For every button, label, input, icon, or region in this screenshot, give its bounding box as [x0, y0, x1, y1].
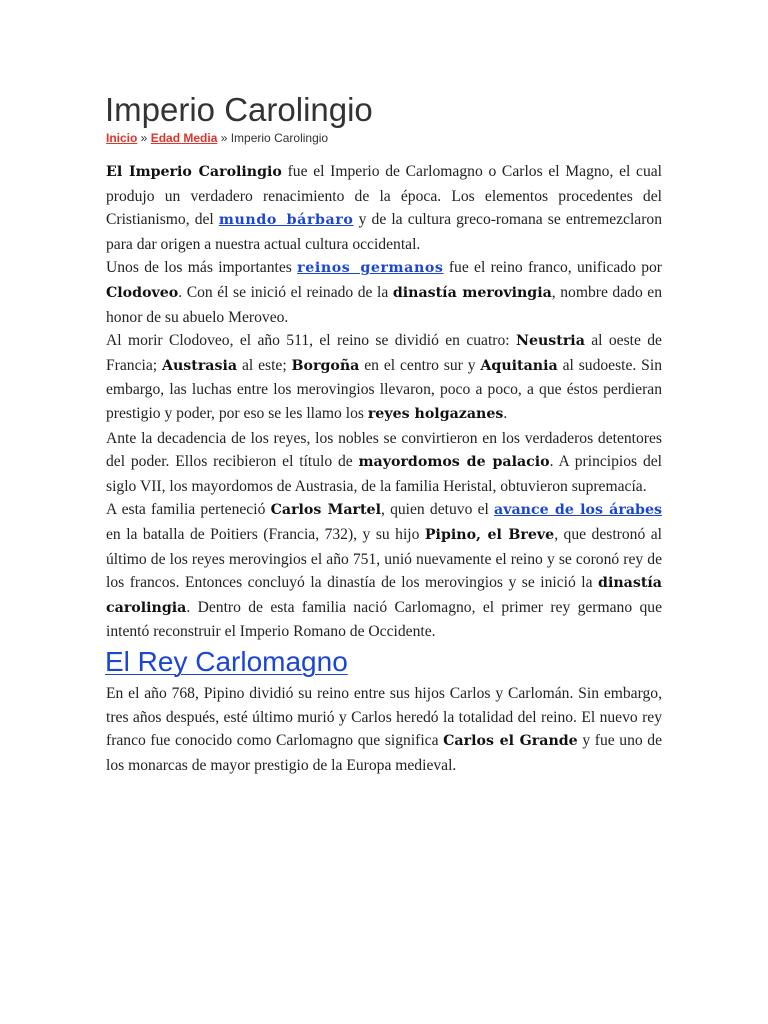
paragraph-division — [106, 329, 662, 426]
paragraph-text: . Con él se inició el reinado de la — [178, 283, 393, 301]
bold-term-neustria: Neustria — [515, 333, 585, 350]
paragraph-text: , que destronó al último de los reyes merovingios el año 751, unió nuevamente el reino y se coronó rey de los francos. Entonces concluyó la dinastía de los merovingios y se inició la — [106, 525, 662, 592]
paragraph-text: y de la cultura greco-romana se entremezclaron para dar origen a nuestra actual cultura occidental. — [106, 211, 662, 253]
breadcrumb-home-link[interactable]: Inicio — [106, 131, 138, 145]
bold-term-carlos-martel: Carlos Martel — [270, 502, 381, 519]
link-reinos-germanos[interactable]: reinos germanos — [297, 260, 444, 277]
bold-term-clodoveo: Clodoveo — [106, 284, 179, 301]
breadcrumb — [106, 129, 328, 147]
bold-term-imperio: El Imperio Carolingio — [106, 164, 282, 180]
paragraph-text: al este; — [237, 356, 292, 374]
paragraph-text: y fue uno de los monarcas de mayor prestigio de la Europa medieval. — [106, 732, 662, 774]
breadcrumb-separator: » — [137, 131, 151, 145]
bold-term-reyes-holgazanes: reyes holgazanes — [367, 405, 504, 422]
paragraph-text: En el año 768, Pipino dividió su reino entre sus hijos Carlos y Carlomán. Sin embargo, tres años después, esté último murió y Carlos heredó la totalidad del reino. El nuevo rey franco fue conocido como Carlomagno que significa — [106, 685, 662, 750]
paragraph-text: Unos de los más importantes — [106, 259, 298, 277]
paragraph-carlomagno — [106, 682, 662, 777]
paragraph-text: Al morir Clodoveo, el año 511, el reino se dividió en cuatro: — [106, 332, 516, 350]
paragraph-text: al sudoeste. Sin embargo, las luchas entre los merovingios llevaron, poco a poco, a que éstos perdieran prestigio y poder, por eso se les llamo los — [106, 356, 662, 422]
bold-term-merovingia: dinastía merovingia — [392, 284, 552, 301]
paragraph-text: . Dentro de esta familia nació Carlomagno, el primer rey germano que intentó reconstruir el Imperio Romano de Occidente. — [106, 598, 662, 641]
paragraph-intro — [106, 160, 662, 256]
paragraph-text: , nombre dado en honor de su abuelo Meroveo. — [106, 283, 663, 326]
bold-term-aquitania: Aquitania — [480, 357, 558, 374]
article-section-imperio — [106, 160, 662, 644]
page-title: Imperio Carolingio — [105, 91, 373, 128]
breadcrumb-current: Imperio Carolingio — [230, 131, 329, 145]
bold-term-borgona: Borgoña — [291, 357, 360, 374]
article-section-carlomagno — [106, 682, 662, 777]
bold-term-austrasia: Austrasia — [161, 357, 238, 374]
link-avance-arabes[interactable]: avance de los árabes — [494, 502, 662, 519]
breadcrumb-section-link[interactable]: Edad Media — [150, 131, 218, 145]
paragraph-martel — [106, 498, 662, 644]
paragraph-text: fue el Imperio de Carlomagno o Carlos el Magno, el cual produjo un verdadero renacimiento de la época. Los elementos procedentes del Cristianismo, del — [106, 163, 663, 229]
paragraph-text: Ante la decadencia de los reyes, los nobles se convirtieron en los verdaderos detentores del poder. Ellos recibieron el título de — [106, 429, 662, 471]
paragraph-text: en el centro sur y — [359, 356, 481, 374]
bold-term-mayordomos: mayordomos de palacio — [358, 454, 550, 471]
link-mundo-barbaro[interactable]: mundo bárbaro — [218, 212, 354, 229]
section-heading-carlomagno: El Rey Carlomagno — [105, 646, 348, 677]
paragraph-text: al oeste de Francia; — [106, 332, 662, 374]
paragraph-mayordomos — [106, 427, 662, 499]
breadcrumb-separator: » — [217, 131, 231, 145]
paragraph-text: en la batalla de Poitiers (Francia, 732), y su hijo — [106, 525, 425, 543]
paragraph-text: , quien detuvo el — [380, 501, 495, 519]
bold-term-carolingia: dinastía carolingia — [106, 575, 662, 616]
paragraph-text: A esta familia perteneció — [106, 501, 271, 519]
paragraph-text: . A principios del siglo VII, los mayordomos de Austrasia, de la familia Heristal, obtuvieron supremacía. — [106, 453, 662, 495]
bold-term-carlos-el-grande: Carlos el Grande — [443, 733, 578, 750]
bold-term-pipino: Pipino, el Breve — [424, 526, 555, 543]
paragraph-reinos — [106, 256, 662, 329]
paragraph-text: . — [503, 404, 508, 422]
paragraph-text: fue el reino franco, unificado por — [443, 259, 662, 277]
